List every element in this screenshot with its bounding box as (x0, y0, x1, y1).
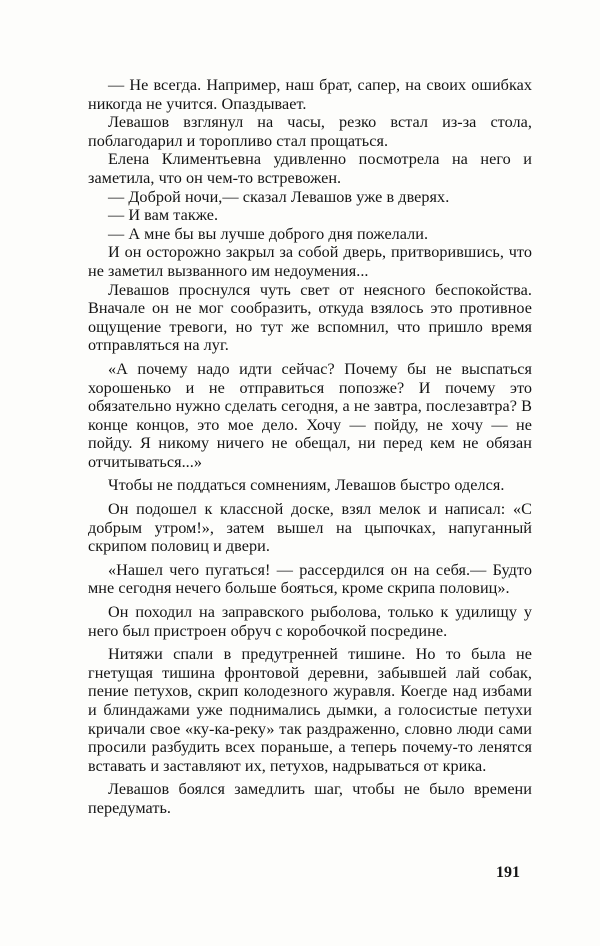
page-text (88, 76, 532, 818)
paragraph: «А почему надо идти сейчас? Почему бы не выспаться хорошенько и не отправиться попозже? И почему это обязательно нужно сделать сегодня, а не завтра, послезавтра? В конце концов, это мое дело. Хочу — пойду, не хочу — не пойду. Я никому ничего не обещал, ни перед кем не обязан отчитываться...» (88, 359, 532, 471)
paragraph: Нитяжи спали в предутренней тишине. Но то была не гнетущая тишина фронтовой деревни, забывшей лай собак, пение петухов, скрип колодезного журавля. Коегде над избами и блиндажами уже поднимались дымки, а голосистые петухи кричали свое «ку-ка-реку» так раздраженно, словно люди сами просили разбудить всех пораньше, а теперь почему-то ленятся вставать и заставляют их, петухов, надрываться от крика. (88, 645, 532, 775)
paragraph: — И вам также. (108, 206, 219, 225)
paragraph: Он подошел к классной доске, взял мелок и написал: «С добрым утром!», затем вышел на цыпочках, напуганный скрипом половиц и двери. (88, 500, 532, 556)
page-number: 191 (496, 864, 520, 881)
paragraph: Левашов взглянул на часы, резко встал из-за стола, поблагодарил и торопливо стал прощаться. (88, 113, 532, 150)
paragraph: И он осторожно закрыл за собой дверь, притворившись, что не заметил вызванного им недоумения... (88, 243, 532, 280)
paragraph: Левашов боялся замедлить шаг, чтобы не было времени передумать. (88, 780, 532, 817)
paragraph: — Доброй ночи,— сказал Левашов уже в дверях. (108, 187, 450, 206)
paragraph: «Нашел чего пугаться! — рассердился он на себя.— Будто мне сегодня нечего больше бояться, кроме скрипа половиц». (88, 560, 532, 598)
paragraph: Он походил на заправского рыболова, только к удилищу у него был пристроен обруч с коробочкой посредине. (88, 603, 532, 640)
paragraph: Чтобы не поддаться сомнениям, Левашов быстро оделся. (108, 476, 505, 495)
paragraph: Елена Климентьевна удивленно посмотрела на него и заметила, что он чем-то встревожен. (88, 150, 532, 187)
paragraph: — А мне бы вы лучше доброго дня пожелали. (108, 224, 429, 243)
paragraph: Левашов проснулся чуть свет от неясного беспокойства. Вначале он не мог сообразить, откуда взялось это противное ощущение тревоги, но тут же вспомнил, что пришло время отправляться на луг. (88, 280, 532, 355)
paragraph: — Не всегда. Например, наш брат, сапер, на своих ошибках никогда не учится. Опаздывает. (88, 76, 532, 113)
